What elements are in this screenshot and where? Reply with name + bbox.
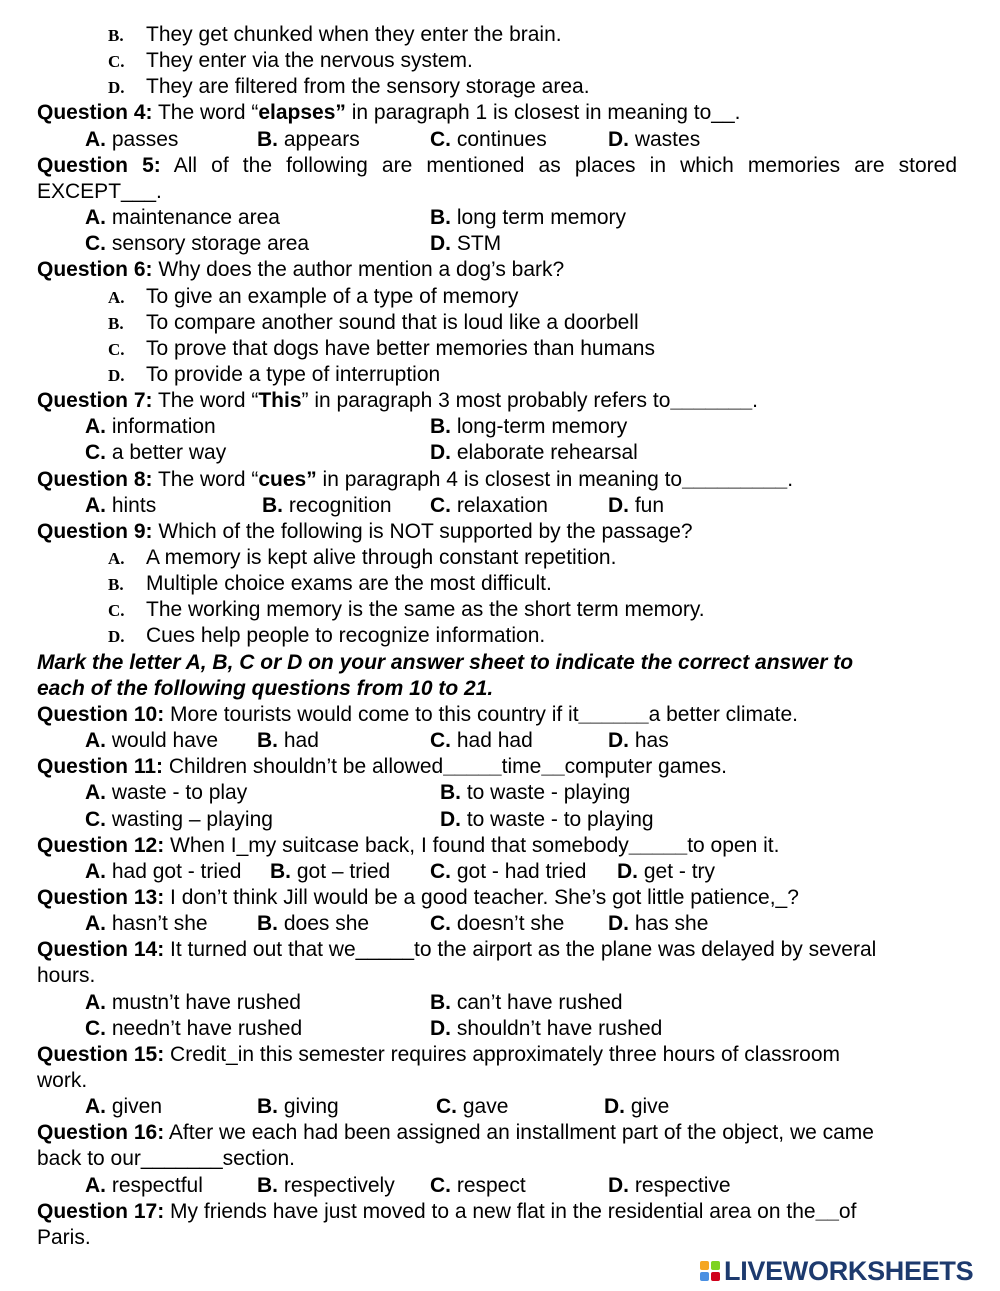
question-number: Question 17:	[37, 1199, 165, 1223]
option-letter: D.	[108, 365, 125, 385]
option-letter: C.	[85, 807, 106, 831]
option-letter: D.	[608, 127, 629, 151]
answer-option	[270, 859, 390, 885]
question-number: Question 10:	[37, 702, 165, 726]
question-number: Question 13:	[37, 885, 165, 909]
answer-option	[85, 414, 216, 440]
logo-text: LIVEWORKSHEETS	[724, 1255, 974, 1286]
option-text: would have	[106, 729, 219, 753]
option-letter: B.	[108, 575, 124, 595]
option-text: wastes	[629, 127, 701, 151]
option-letter: B.	[108, 313, 124, 333]
question-number: Question 11:	[37, 755, 164, 779]
question-stem	[37, 1120, 957, 1146]
option-letter: C.	[430, 493, 451, 517]
answer-option	[257, 911, 369, 937]
answer-option	[85, 1016, 302, 1042]
section-instruction: each of the following questions from 10 to 21.	[37, 676, 494, 700]
option-letter: A.	[85, 729, 106, 753]
answer-option	[257, 1173, 395, 1199]
option-text: has she	[629, 912, 709, 936]
option-letter: D.	[430, 1016, 451, 1040]
option-text: hasn’t she	[106, 912, 208, 936]
option-letter: D.	[430, 441, 451, 465]
section-instruction: Mark the letter A, B, C or D on your answer sheet to indicate the correct answer to	[37, 650, 854, 674]
option-text: to waste - playing	[461, 781, 631, 805]
option-letter: B.	[108, 26, 124, 45]
answer-option	[257, 1094, 339, 1120]
question-stem	[37, 702, 957, 728]
option-text: got - had tried	[451, 859, 587, 883]
options-row	[37, 414, 957, 440]
option-letter: A.	[85, 415, 106, 439]
option-text: maintenance area	[106, 206, 280, 230]
answer-option	[608, 127, 700, 153]
answer-option	[257, 127, 360, 153]
answer-option	[108, 74, 958, 100]
answer-option	[430, 231, 501, 257]
option-letter: C.	[430, 912, 451, 936]
question-stem	[37, 833, 957, 859]
option-text: respective	[629, 1173, 731, 1197]
option-letter: A.	[85, 859, 106, 883]
question-number: Question 5:	[37, 153, 161, 177]
question-text: Which of the following is NOT supported by the passage?	[152, 519, 693, 543]
option-text: respectively	[278, 1173, 395, 1197]
answer-option	[85, 911, 208, 937]
answer-option	[85, 1094, 162, 1120]
question-stem	[37, 388, 957, 414]
option-text: long-term memory	[451, 415, 628, 439]
option-letter: C.	[108, 601, 125, 621]
option-letter: B.	[257, 729, 278, 753]
options-row	[37, 990, 957, 1016]
answer-option	[617, 859, 715, 885]
option-letter: D.	[608, 1173, 629, 1197]
question-number: Question 16:	[37, 1121, 165, 1145]
option-text: To provide a type of interruption	[146, 362, 441, 386]
question-continuation: Paris.	[37, 1225, 91, 1249]
answer-option	[430, 493, 548, 519]
option-letter: A.	[85, 1095, 106, 1119]
options-row	[37, 807, 957, 833]
answer-option	[85, 231, 309, 257]
options-row	[37, 127, 957, 153]
answer-option	[108, 336, 958, 362]
answer-option	[608, 493, 664, 519]
answer-option	[430, 1173, 526, 1199]
option-letter: B.	[430, 415, 451, 439]
option-text: mustn’t have rushed	[106, 990, 301, 1014]
options-row	[37, 1094, 957, 1120]
answer-option	[108, 284, 958, 310]
question-text: The word “This” in paragraph 3 most probably refers to_______.	[152, 389, 758, 413]
option-text: hints	[106, 493, 157, 517]
question-stem	[37, 937, 957, 963]
answer-option	[430, 728, 533, 754]
logo-square	[711, 1261, 720, 1270]
option-letter: B.	[430, 206, 451, 230]
answer-option	[430, 911, 564, 937]
option-text: has	[629, 729, 669, 753]
options-row	[37, 1016, 957, 1042]
question-text: More tourists would come to this country if it______a better climate.	[164, 702, 799, 726]
answer-option	[436, 1094, 508, 1120]
option-letter: B.	[440, 781, 461, 805]
option-text: passes	[106, 127, 179, 151]
question-number: Question 6:	[37, 258, 153, 282]
question-stem	[37, 467, 957, 493]
options-row	[37, 780, 957, 806]
option-text: They are filtered from the sensory storage area.	[146, 75, 590, 99]
question-text: Children shouldn’t be allowed_____time__computer games.	[163, 755, 727, 779]
question-text: After we each had been assigned an installment part of the object, we came	[164, 1121, 874, 1145]
answer-option	[85, 780, 247, 806]
question-stem	[37, 754, 957, 780]
option-text: appears	[278, 127, 360, 151]
question-text: My friends have just moved to a new flat in the residential area on the__of	[164, 1199, 857, 1223]
option-letter: D.	[608, 729, 629, 753]
question-text: When I_my suitcase back, I found that somebody_____to open it.	[164, 833, 780, 857]
answer-option	[85, 728, 218, 754]
answer-option	[108, 571, 958, 597]
answer-option	[108, 623, 958, 649]
option-letter: C.	[430, 1173, 451, 1197]
option-letter: D.	[108, 627, 125, 647]
options-row	[37, 440, 957, 466]
question-text: Why does the author mention a dog’s bark?	[152, 258, 565, 282]
option-letter: C.	[85, 1016, 106, 1040]
question-stem	[37, 1042, 957, 1068]
option-text: had had	[451, 729, 533, 753]
option-text: does she	[278, 912, 370, 936]
question-text: The word “cues” in paragraph 4 is closest in meaning to_________.	[152, 467, 794, 491]
question-text: All of the following are mentioned as places in which memories are stored	[160, 153, 958, 177]
question-number: Question 8:	[37, 467, 153, 491]
option-text: had got - tried	[106, 859, 242, 883]
option-text: They get chunked when they enter the brain.	[146, 23, 562, 46]
question-stem	[37, 153, 957, 179]
answer-option	[85, 440, 226, 466]
option-text: STM	[451, 232, 502, 256]
answer-option	[608, 911, 708, 937]
options-row	[37, 728, 957, 754]
question-number: Question 4:	[37, 101, 153, 125]
answer-option	[608, 728, 669, 754]
option-text: can’t have rushed	[451, 990, 623, 1014]
answer-option	[430, 414, 627, 440]
question-number: Question 12:	[37, 833, 165, 857]
option-text: To prove that dogs have better memories than humans	[146, 336, 655, 360]
option-letter: D.	[608, 493, 629, 517]
question-number: Question 7:	[37, 389, 153, 413]
answer-option	[108, 597, 958, 623]
answer-option	[430, 990, 623, 1016]
option-text: waste - to play	[106, 781, 248, 805]
option-text: fun	[629, 493, 665, 517]
option-letter: D.	[440, 807, 461, 831]
option-letter: A.	[85, 206, 106, 230]
option-letter: A.	[108, 287, 125, 307]
question-stem	[37, 885, 957, 911]
question-stem	[37, 519, 957, 545]
option-text: get - try	[638, 859, 716, 883]
answer-option	[108, 22, 958, 48]
logo-square	[700, 1261, 709, 1270]
answer-option	[108, 545, 958, 571]
answer-option	[85, 205, 280, 231]
answer-option	[440, 807, 654, 833]
answer-option	[108, 362, 958, 388]
option-text: They enter via the nervous system.	[146, 49, 473, 73]
option-text: got – tried	[291, 859, 391, 883]
answer-option	[85, 859, 241, 885]
option-text: given	[106, 1095, 163, 1119]
option-text: needn’t have rushed	[106, 1016, 303, 1040]
answer-option	[440, 780, 630, 806]
option-text: shouldn’t have rushed	[451, 1016, 663, 1040]
option-letter: C.	[108, 52, 125, 72]
option-text: give	[625, 1095, 670, 1119]
question-number: Question 9:	[37, 519, 153, 543]
answer-option	[430, 859, 586, 885]
option-letter: A.	[85, 493, 106, 517]
question-continuation: EXCEPT___.	[37, 179, 162, 203]
options-row	[37, 205, 957, 231]
option-letter: C.	[430, 729, 451, 753]
option-text: A memory is kept alive through constant repetition.	[146, 546, 617, 569]
liveworksheets-logo	[700, 1255, 973, 1287]
option-letter: A.	[85, 990, 106, 1014]
option-text: sensory storage area	[106, 232, 310, 256]
option-letter: C.	[430, 127, 451, 151]
option-letter: A.	[108, 549, 125, 568]
answer-option	[85, 127, 178, 153]
answer-option	[85, 990, 301, 1016]
option-letter: C.	[85, 441, 106, 465]
answer-option	[85, 493, 156, 519]
option-letter: D.	[608, 912, 629, 936]
option-letter: B.	[270, 859, 291, 883]
option-letter: A.	[85, 127, 106, 151]
option-text: relaxation	[451, 493, 548, 517]
option-text: gave	[457, 1095, 509, 1119]
option-letter: A.	[85, 781, 106, 805]
option-text: recognition	[283, 493, 392, 517]
option-text: long term memory	[451, 206, 627, 230]
answer-option	[608, 1173, 731, 1199]
question-stem	[37, 257, 957, 283]
option-text: To compare another sound that is loud like a doorbell	[146, 310, 639, 334]
option-letter: C.	[85, 232, 106, 256]
options-row	[37, 911, 957, 937]
answer-option	[262, 493, 392, 519]
option-text: elaborate rehearsal	[451, 441, 638, 465]
question-text: It turned out that we_____to the airport as the plane was delayed by several	[164, 938, 877, 962]
logo-square	[700, 1272, 709, 1281]
question-text: The word “elapses” in paragraph 1 is closest in meaning to__.	[152, 101, 741, 125]
options-row	[37, 493, 957, 519]
option-text: wasting – playing	[106, 807, 273, 831]
option-text: respectful	[106, 1173, 203, 1197]
question-continuation: back to our_______section.	[37, 1147, 296, 1171]
option-text: Cues help people to recognize information.	[146, 624, 546, 648]
answer-option	[430, 440, 638, 466]
option-text: The working memory is the same as the short term memory.	[146, 598, 705, 622]
answer-option	[108, 310, 958, 336]
option-letter: D.	[108, 78, 125, 98]
option-text: To give an example of a type of memory	[146, 284, 519, 308]
question-text: Credit_in this semester requires approximately three hours of classroom	[164, 1042, 840, 1066]
question-continuation: work.	[37, 1069, 88, 1092]
options-row	[37, 1173, 957, 1199]
answer-option	[108, 48, 958, 74]
option-letter: A.	[85, 1173, 106, 1197]
option-text: respect	[451, 1173, 526, 1197]
option-text: to waste - to playing	[461, 807, 654, 831]
option-letter: B.	[262, 493, 283, 517]
option-text: giving	[278, 1095, 339, 1119]
question-number: Question 15:	[37, 1042, 165, 1066]
options-row	[37, 859, 957, 885]
option-letter: C.	[108, 339, 125, 359]
option-letter: D.	[617, 859, 638, 883]
question-number: Question 14:	[37, 938, 165, 962]
option-letter: B.	[257, 1173, 278, 1197]
option-text: continues	[451, 127, 547, 151]
answer-option	[430, 127, 547, 153]
option-letter: B.	[430, 990, 451, 1014]
question-stem	[37, 100, 957, 126]
option-letter: A.	[85, 912, 106, 936]
option-letter: B.	[257, 127, 278, 151]
options-row	[37, 231, 957, 257]
logo-square	[711, 1272, 720, 1281]
question-text: I don’t think Jill would be a good teacher. She’s got little patience,_?	[164, 885, 799, 909]
answer-option	[85, 1173, 203, 1199]
logo-grid-icon	[700, 1261, 720, 1281]
option-text: a better way	[106, 441, 227, 465]
question-stem	[37, 1199, 957, 1225]
option-text: had	[278, 729, 319, 753]
answer-option	[430, 1016, 662, 1042]
question-continuation: hours.	[37, 964, 96, 988]
option-letter: B.	[257, 912, 278, 936]
option-text: doesn’t she	[451, 912, 565, 936]
option-letter: D.	[604, 1095, 625, 1119]
option-letter: D.	[430, 232, 451, 256]
option-letter: C.	[436, 1095, 457, 1119]
option-letter: B.	[257, 1095, 278, 1119]
answer-option	[430, 205, 626, 231]
answer-option	[604, 1094, 669, 1120]
option-text: information	[106, 415, 216, 439]
answer-option	[257, 728, 319, 754]
option-letter: C.	[430, 859, 451, 883]
option-text: Multiple choice exams are the most difficult.	[146, 572, 552, 596]
answer-option	[85, 807, 273, 833]
